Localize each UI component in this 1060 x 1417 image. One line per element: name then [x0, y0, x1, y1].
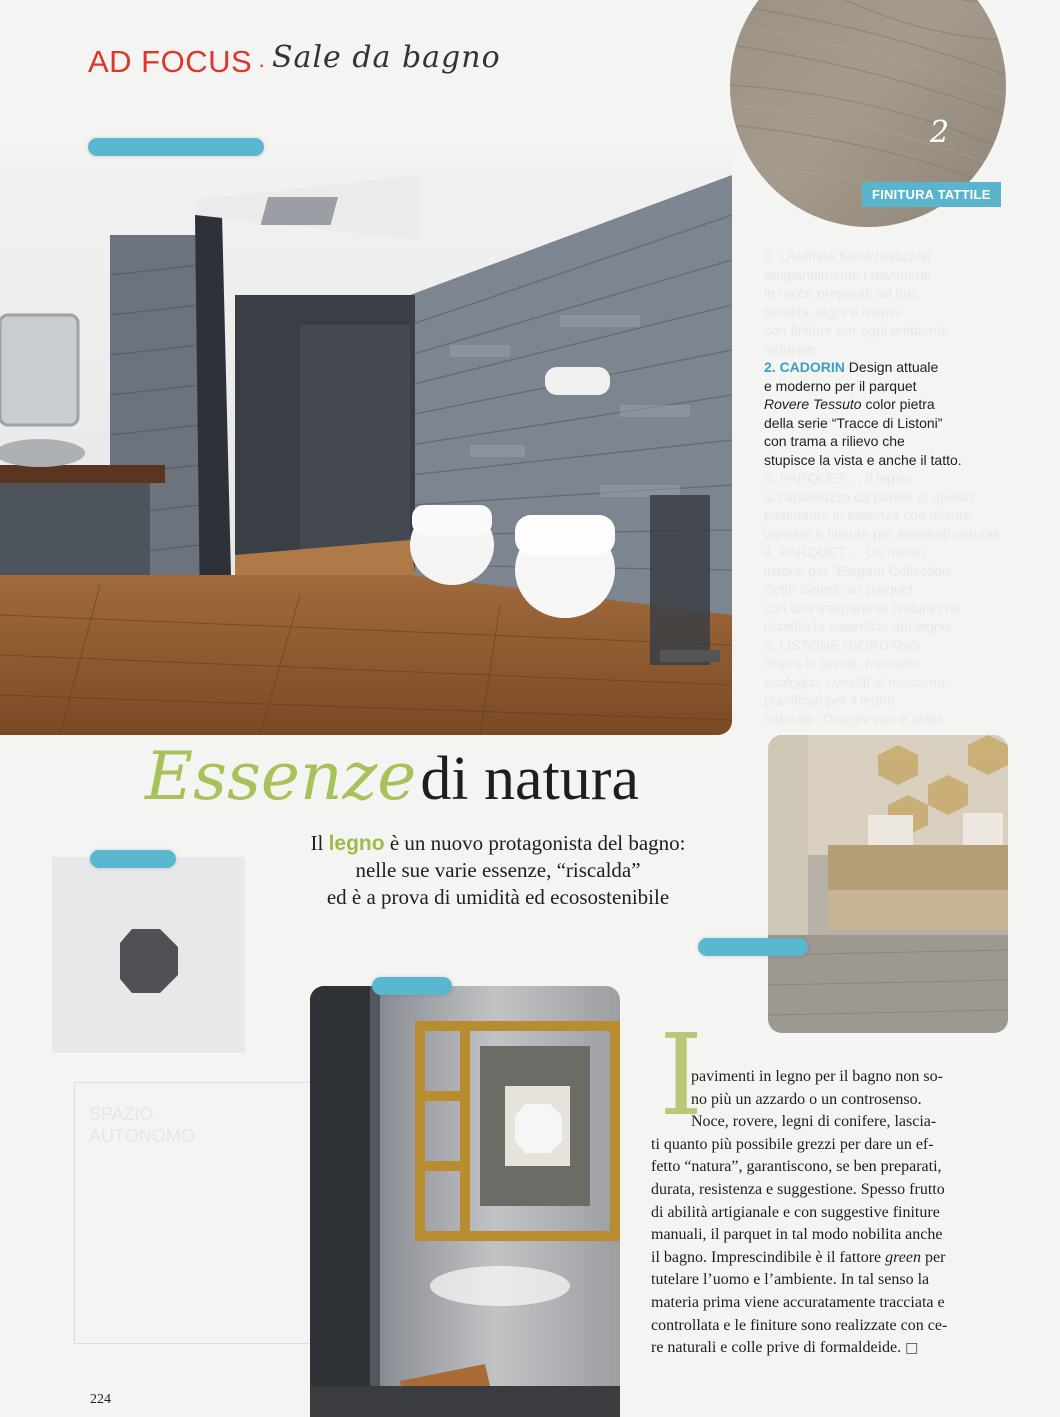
faded-line: pavimento in essenza con misure — [764, 507, 972, 523]
sidebar-faded-top — [764, 247, 1004, 358]
faded-line: tonalità, legni e marmi — [764, 303, 901, 320]
body-line: tutelare l’uomo e l’ambiente. In tal senso la — [651, 1271, 930, 1289]
deck-word: Il — [310, 831, 324, 855]
sample-number: 2 — [930, 115, 950, 150]
faded-line: Setin Select, un parquet — [764, 581, 914, 597]
hero-bathroom-photo — [0, 145, 732, 735]
faded-line: 5. LISTONE GIORDANO — [764, 636, 920, 653]
end-mark: □ — [905, 1340, 919, 1357]
body-fragment: per — [925, 1248, 946, 1266]
article-deck — [248, 830, 748, 911]
section-subtitle: Sale da bagno — [272, 40, 501, 75]
faded-line: 4. PARQUET ... Un nuovo — [764, 544, 926, 560]
page-number: 224 — [90, 1392, 111, 1407]
hero-caption-tag — [88, 138, 264, 156]
faded-line: 3. PARQUET ... Il legno — [764, 470, 911, 486]
deck-line-3: ed è a prova di umidità ed ecosostenibile — [326, 885, 670, 909]
faded-line: si caratterizza da parete di questo — [764, 488, 975, 505]
sidebar-faded-bottom — [764, 469, 1004, 728]
faded-line: artigianalmente i pavimenti — [764, 266, 931, 283]
title-rest: di natura — [420, 745, 639, 813]
faded-line: in rocce preparati ad hoc, — [764, 285, 922, 301]
entry-brand: 2. CADORIN — [764, 359, 845, 375]
body-line — [651, 1247, 981, 1270]
article-title — [145, 738, 639, 815]
deck-word: è un nuovo protagonista del bagno: — [389, 831, 686, 855]
faded-line: ecologici, rivestiti al massimo, — [764, 673, 949, 690]
faded-line: pianificati per il legno — [764, 692, 895, 708]
body-line: ti quanto più possibile grezzi per dare un ef- — [651, 1135, 934, 1153]
article-body — [651, 1066, 981, 1360]
deck-line-1 — [248, 830, 748, 857]
sidebar-text — [764, 247, 1004, 728]
deck-highlight: legno — [328, 832, 385, 855]
shower-photo — [310, 986, 620, 1417]
finish-tag: FINITURA TATTILE — [862, 182, 1001, 207]
tile-tag — [90, 850, 176, 868]
box-heading: SPAZIO AUTONOMO — [89, 1104, 195, 1146]
body-fragment: il bagno. Imprescindibile è il fattore — [651, 1248, 882, 1266]
entry-line: e moderno per il parquet — [764, 377, 917, 394]
body-line: di abilità artigianale e con suggestive finiture — [651, 1203, 940, 1221]
body-line: no più un azzardo o un controsenso. — [691, 1090, 922, 1108]
shower-tag — [372, 977, 452, 995]
drop-cap: I — [659, 1011, 704, 1141]
faded-line: listone per “Elegant Collection” — [764, 562, 955, 579]
faded-line: con finiture per ogni ambiente naturale. — [764, 322, 949, 357]
entry-line: della serie “Tracce di Listoni” — [764, 414, 943, 431]
deck-line-2: nelle sue varie essenze, “riscalda” — [355, 858, 641, 882]
body-line: Noce, rovere, legni di conifere, lascia- — [691, 1113, 937, 1131]
vanity-photo — [768, 735, 1008, 1033]
entry-line: con trama a rilievo che — [764, 433, 905, 449]
entry-line: Design attuale — [848, 359, 939, 375]
body-line: controllata e le finiture sono realizzate con ce- — [651, 1316, 948, 1334]
body-line — [651, 1337, 981, 1360]
body-italic-word: green — [885, 1248, 921, 1266]
tile-sample-image — [52, 857, 245, 1053]
body-line: manuali, il parquet in tal modo nobilita anche — [651, 1226, 943, 1244]
body-line: materia prima viene accuratamente tracciata e — [651, 1293, 945, 1311]
faded-line: con una trasparente finitura che — [764, 599, 961, 616]
header-separator: · — [258, 52, 266, 77]
section-brand: AD FOCUS — [88, 44, 253, 79]
faded-line: rispetta la superficie del legno. — [764, 618, 954, 634]
faded-line: Sopra le tavole, massello — [764, 655, 921, 671]
entry-product-name: Rovere Tessuto — [764, 396, 862, 412]
faded-line: naturale. Disegni vari e sottili. — [764, 710, 947, 727]
faded-line: 1. LAMINIA Sono realizzati — [764, 248, 931, 264]
entry-line: color pietra — [865, 396, 935, 412]
entry-line: stupisce la vista e anche il tatto. — [764, 451, 962, 468]
sidebar-box-spazio — [74, 1082, 312, 1344]
body-line: pavimenti in legno per il bagno non so- — [691, 1068, 943, 1085]
title-emphasis: Essenze — [145, 738, 417, 815]
faded-line: variabili e finiture per ambienti naturali. — [764, 525, 1004, 542]
body-fragment: re naturali e colle prive di formaldeide. — [651, 1339, 902, 1357]
body-line: durata, resistenza e suggestione. Spesso frutto — [651, 1180, 945, 1198]
vanity-tag — [698, 938, 808, 956]
body-line: fetto “natura”, garantiscono, se ben preparati, — [651, 1158, 942, 1176]
sidebar-entry-cadorin — [764, 358, 1004, 469]
